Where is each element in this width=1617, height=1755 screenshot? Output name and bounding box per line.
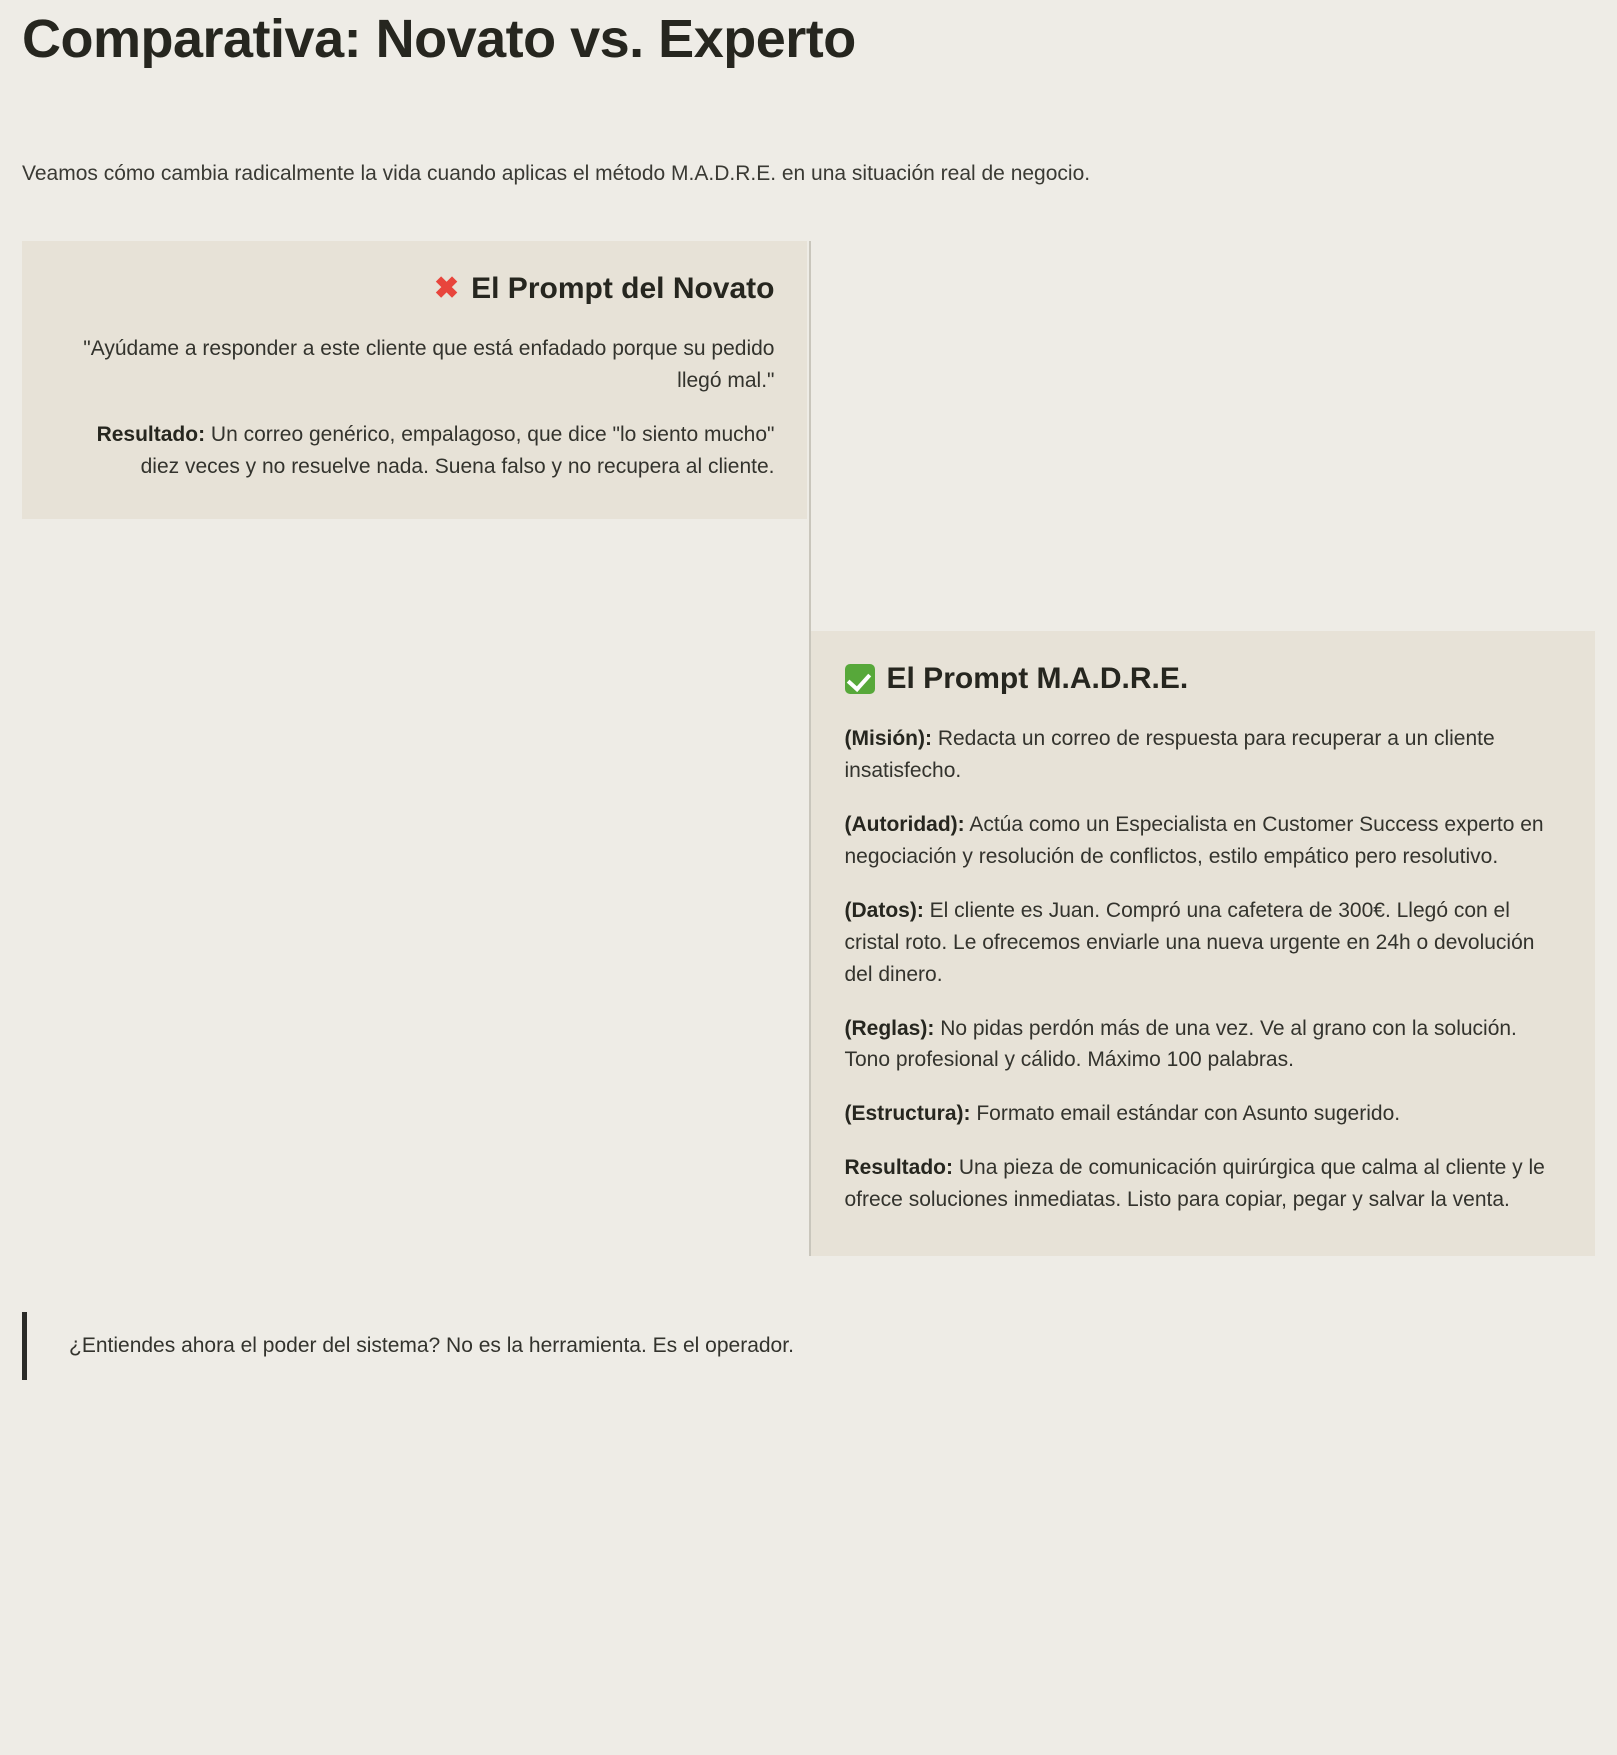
madre-item-label: (Estructura): — [844, 1102, 971, 1126]
novice-card-title: El Prompt del Novato — [471, 272, 775, 306]
madre-item — [845, 1098, 1562, 1130]
madre-card-header — [845, 661, 1562, 697]
madre-item-label: (Autoridad): — [844, 813, 965, 837]
comparison-section — [22, 241, 1595, 1256]
madre-item-text: Formato email estándar con Asunto sugerido. — [970, 1102, 1401, 1126]
novice-result-text: Un correo genérico, empalagoso, que dice "lo siento mucho" diez veces y no resuelve nada. Suena falso y no recupera al cliente. — [140, 423, 775, 478]
madre-item — [845, 1013, 1562, 1077]
madre-item-text: Redacta un correo de respuesta para recuperar a un cliente insatisfecho. — [844, 727, 1495, 783]
novice-column — [22, 241, 809, 519]
madre-column — [809, 241, 1596, 1256]
novice-card — [22, 241, 807, 519]
novice-result — [54, 419, 775, 483]
page-title: Comparativa: Novato vs. Experto — [22, 9, 856, 69]
check-mark-box-icon — [845, 664, 875, 694]
intro-paragraph: Veamos cómo cambia radicalmente la vida cuando aplicas el método M.A.D.R.E. en una situación real de negocio. — [22, 161, 1091, 185]
novice-result-label: Resultado: — [96, 423, 206, 447]
madre-card-title: El Prompt M.A.D.R.E. — [886, 662, 1189, 696]
madre-item-label: (Datos): — [844, 898, 924, 922]
madre-item-label: Resultado: — [844, 1156, 954, 1180]
madre-item — [845, 1152, 1562, 1216]
madre-item-text: El cliente es Juan. Compró una cafetera de 300€. Llegó con el cristal roto. Le ofrecemos enviarle una nueva urgente en 24h o devolución del dinero. — [844, 898, 1535, 986]
vertical-divider — [809, 241, 811, 1256]
novice-card-header — [54, 271, 775, 307]
madre-item-text: Actúa como un Especialista en Customer Success experto en negociación y resolución de conflictos, estilo empático pero resolutivo. — [844, 813, 1544, 868]
madre-item — [845, 809, 1562, 873]
madre-item — [845, 895, 1562, 991]
madre-item-text: Una pieza de comunicación quirúrgica que calma al cliente y le ofrece soluciones inmediatas. Listo para copiar, pegar y salvar la venta. — [844, 1156, 1545, 1212]
madre-item-label: (Misión): — [844, 727, 932, 751]
madre-item-text: No pidas perdón más de una vez. Ve al grano con la solución. Tono profesional y cálido. Máximo 100 palabras. — [844, 1016, 1517, 1072]
novice-prompt-quote: "Ayúdame a responder a este cliente que está enfadado porque su pedido llegó mal." — [83, 337, 775, 393]
cross-mark-icon: ✖ — [433, 272, 460, 306]
madre-item-label: (Reglas): — [844, 1016, 935, 1040]
madre-item — [845, 723, 1562, 787]
madre-card — [811, 631, 1596, 1256]
closing-quote: ¿Entiendes ahora el poder del sistema? No es la herramienta. Es el operador. — [22, 1312, 1169, 1380]
